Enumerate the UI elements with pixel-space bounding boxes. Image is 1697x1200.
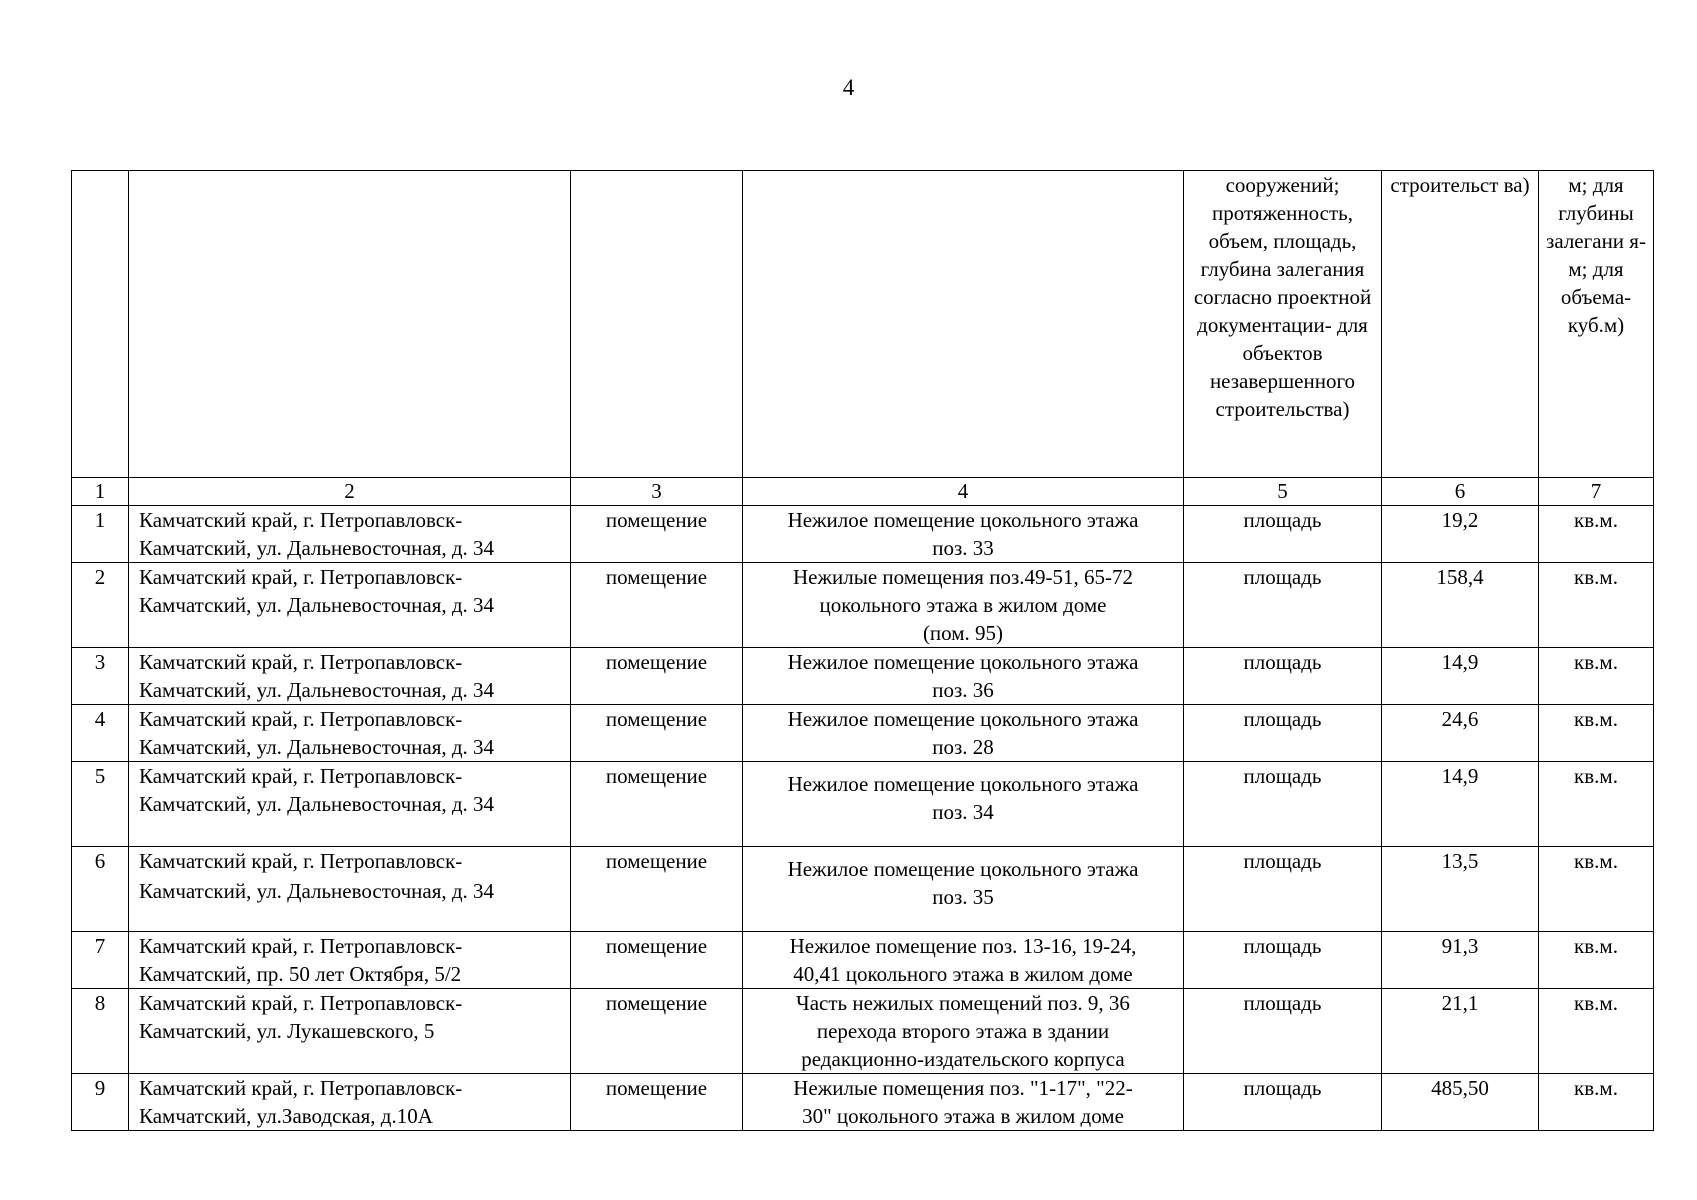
address-cell: Камчатский край, г. Петропавловск- Камчатский, ул. Дальневосточная, д. 34 <box>129 762 571 847</box>
parameter-cell: площадь <box>1184 563 1382 648</box>
table-row <box>72 932 1654 989</box>
value-cell: 14,9 <box>1382 762 1539 847</box>
row-number: 7 <box>72 932 129 989</box>
column-number: 3 <box>571 478 743 506</box>
value-cell: 24,6 <box>1382 705 1539 762</box>
object-type-cell: помещение <box>571 762 743 847</box>
table-row <box>72 506 1654 563</box>
row-number: 9 <box>72 1074 129 1131</box>
unit-cell: кв.м. <box>1539 762 1654 847</box>
value-cell: 158,4 <box>1382 563 1539 648</box>
parameter-cell: площадь <box>1184 1074 1382 1131</box>
header-continuation-row <box>72 171 1654 478</box>
object-type-cell: помещение <box>571 989 743 1074</box>
address-cell: Камчатский край, г. Петропавловск- Камчатский, ул. Дальневосточная, д. 34 <box>129 506 571 563</box>
unit-cell: кв.м. <box>1539 847 1654 932</box>
object-type-cell: помещение <box>571 1074 743 1131</box>
description-cell: Нежилое помещение цокольного этажа поз. 33 <box>743 506 1184 563</box>
column-number: 5 <box>1184 478 1382 506</box>
column-number: 4 <box>743 478 1184 506</box>
unit-cell: кв.м. <box>1539 989 1654 1074</box>
row-number: 6 <box>72 847 129 932</box>
unit-cell: кв.м. <box>1539 932 1654 989</box>
unit-cell: кв.м. <box>1539 506 1654 563</box>
parameter-cell: площадь <box>1184 847 1382 932</box>
description-cell: Нежилые помещения поз.49-51, 65-72 цокольного этажа в жилом доме (пом. 95) <box>743 563 1184 648</box>
parameter-cell: площадь <box>1184 762 1382 847</box>
object-type-cell: помещение <box>571 648 743 705</box>
object-type-cell: помещение <box>571 563 743 648</box>
address-cell: Камчатский край, г. Петропавловск- Камчатский, ул. Дальневосточная, д. 34 <box>129 705 571 762</box>
table-row <box>72 1074 1654 1131</box>
header-cell-7: м; для глубины залегани я-м; для объема- куб.м) <box>1539 171 1654 478</box>
parameter-cell: площадь <box>1184 932 1382 989</box>
address-cell: Камчатский край, г. Петропавловск- Камчатский, ул. Дальневосточная, д. 34 <box>129 648 571 705</box>
address-cell: Камчатский край, г. Петропавловск- Камчатский, ул. Дальневосточная, д. 34 <box>129 563 571 648</box>
column-number-row <box>72 478 1654 506</box>
address-cell: Камчатский край, г. Петропавловск- Камчатский, пр. 50 лет Октября, 5/2 <box>129 932 571 989</box>
table-row <box>72 648 1654 705</box>
header-cell-4 <box>743 171 1184 478</box>
object-type-cell: помещение <box>571 506 743 563</box>
unit-cell: кв.м. <box>1539 648 1654 705</box>
header-cell-6: строительст ва) <box>1382 171 1539 478</box>
header-cell-2 <box>129 171 571 478</box>
table-row <box>72 563 1654 648</box>
value-cell: 13,5 <box>1382 847 1539 932</box>
address-cell: Камчатский край, г. Петропавловск- Камчатский, ул.Заводская, д.10А <box>129 1074 571 1131</box>
table-row <box>72 847 1654 932</box>
page-number: 4 <box>842 75 855 100</box>
row-number: 4 <box>72 705 129 762</box>
unit-cell: кв.м. <box>1539 705 1654 762</box>
description-cell: Нежилое помещение поз. 13-16, 19-24, 40,41 цокольного этажа в жилом доме <box>743 932 1184 989</box>
unit-cell: кв.м. <box>1539 563 1654 648</box>
address-cell: Камчатский край, г. Петропавловск- Камчатский, ул. Лукашевского, 5 <box>129 989 571 1074</box>
description-cell: Нежилые помещения поз. "1-17", "22- 30" цокольного этажа в жилом доме <box>743 1074 1184 1131</box>
value-cell: 91,3 <box>1382 932 1539 989</box>
description-cell: Нежилое помещение цокольного этажа поз. 34 <box>743 762 1184 847</box>
value-cell: 19,2 <box>1382 506 1539 563</box>
property-registry-table <box>71 170 1654 1131</box>
column-number: 6 <box>1382 478 1539 506</box>
header-cell-5: сооружений; протяженность, объем, площадь, глубина залегания согласно проектной документации- для объектов незавершенного строительства) <box>1184 171 1382 478</box>
address-cell: Камчатский край, г. Петропавловск- Камчатский, ул. Дальневосточная, д. 34 <box>129 847 571 932</box>
row-number: 1 <box>72 506 129 563</box>
header-cell-3 <box>571 171 743 478</box>
value-cell: 485,50 <box>1382 1074 1539 1131</box>
column-number: 7 <box>1539 478 1654 506</box>
description-cell: Нежилое помещение цокольного этажа поз. 36 <box>743 648 1184 705</box>
description-cell: Нежилое помещение цокольного этажа поз. 28 <box>743 705 1184 762</box>
table-row <box>72 705 1654 762</box>
value-cell: 21,1 <box>1382 989 1539 1074</box>
value-cell: 14,9 <box>1382 648 1539 705</box>
row-number: 3 <box>72 648 129 705</box>
column-number: 2 <box>129 478 571 506</box>
row-number: 8 <box>72 989 129 1074</box>
parameter-cell: площадь <box>1184 989 1382 1074</box>
row-number: 2 <box>72 563 129 648</box>
unit-cell: кв.м. <box>1539 1074 1654 1131</box>
description-cell: Часть нежилых помещений поз. 9, 36 перехода второго этажа в здании редакционно-издательского корпуса <box>743 989 1184 1074</box>
parameter-cell: площадь <box>1184 705 1382 762</box>
description-cell: Нежилое помещение цокольного этажа поз. 35 <box>743 847 1184 932</box>
object-type-cell: помещение <box>571 932 743 989</box>
object-type-cell: помещение <box>571 847 743 932</box>
parameter-cell: площадь <box>1184 648 1382 705</box>
header-cell-1 <box>72 171 129 478</box>
parameter-cell: площадь <box>1184 506 1382 563</box>
row-number: 5 <box>72 762 129 847</box>
table-row <box>72 989 1654 1074</box>
column-number: 1 <box>72 478 129 506</box>
table-row <box>72 762 1654 847</box>
object-type-cell: помещение <box>571 705 743 762</box>
